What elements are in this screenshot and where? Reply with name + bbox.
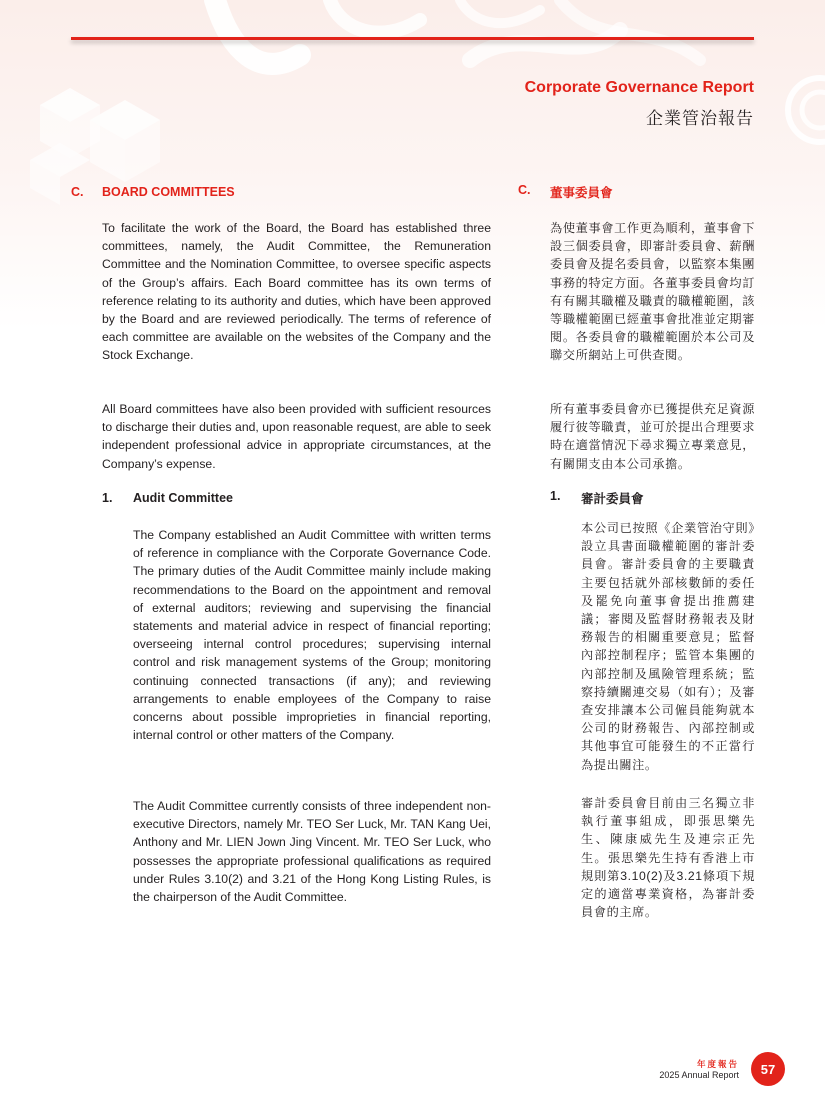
- section-title-zh: 董事委員會: [550, 186, 613, 200]
- intro-paragraph-zh: 為使董事會工作更為順利，董事會下設三個委員會，即審計委員會、薪酬委員會及提名委員會，以監察本集團事務的特定方面。各董事委員會均訂有有關其職權及職責的職權範圍，該等職權範圍已經董事會批准並定期審閱。各委員會的職權範圍於本公司及聯交所網站上可供查閱。: [550, 221, 755, 363]
- subsection-title-en: Audit Committee: [133, 491, 233, 505]
- subsection-number-zh: 1.: [550, 489, 561, 503]
- audit-duties-paragraph-zh: 本公司已按照《企業管治守則》設立具書面職權範圍的審計委員會。審計委員會的主要職責主要包括就外部核數師的委任及罷免向董事會提出推薦建議；審閱及監督財務報表及財務報告的相關重要意見；監督內部控制程序；監管本集團的內部控制及風險管理系統；監察持續關連交易（如有）；及審查安排讓本公司僱員能夠就本公司的財務報告、內部控制或其他事宜可能發生的不正當行為提出關注。: [581, 521, 755, 772]
- audit-composition-paragraph-en: The Audit Committee currently consists of three independent non-executive Directors, namely Mr. TEO Ser Luck, Mr. TAN Kang Uei, Anthony and Mr. LIEN Jown Jing Vincent. Mr. TEO Ser Luck, who possesses the appropriate professional qualifications as required under Rules 3.10(2) and 3.21 of the Hong Kong Listing Rules, is the chairperson of the Audit Committee.: [133, 799, 491, 905]
- resources-paragraph-en: All Board committees have also been provided with sufficient resources to discharge their duties and, upon reasonable request, are able to seek independent professional advice in appropriate circumstances, at the Company’s expense.: [102, 402, 491, 471]
- resources-paragraph-zh: 所有董事委員會亦已獲提供充足資源履行彼等職責，並可於提出合理要求時在適當情況下尋求獨立專業意見，有關開支由本公司承擔。: [550, 402, 755, 471]
- subsection-number-en: 1.: [102, 491, 113, 505]
- intro-paragraph-en: To facilitate the work of the Board, the Board has established three committees, namely, the Audit Committee, the Remuneration Committee and the Nomination Committee, to oversee specific aspects of the Group’s affairs. Each Board committee has its own terms of reference relating to its authority and duties, which have been approved by the Board and are reviewed periodically. The terms of reference of each committee are available on the websites of the Company and the Stock Exchange.: [102, 221, 491, 363]
- footer-label-english: 2025 Annual Report: [659, 1070, 739, 1080]
- page-number-badge: 57: [751, 1052, 785, 1086]
- section-letter-zh: C.: [518, 183, 531, 197]
- audit-composition-paragraph-zh: 審計委員會目前由三名獨立非執行董事組成，即張思樂先生、陳康威先生及連宗正先生。張思樂先生持有香港上市規則第3.10(2)及3.21條項下規定的適當專業資格，為審計委員會的主席。: [581, 796, 755, 920]
- report-title-english: Corporate Governance Report: [524, 79, 754, 96]
- section-title-en: BOARD COMMITTEES: [102, 185, 235, 199]
- section-letter-en: C.: [71, 185, 84, 199]
- audit-duties-paragraph-en: The Company established an Audit Committee with written terms of reference in compliance with the Corporate Governance Code. The primary duties of the Audit Committee mainly include making recommendations to the Board on the appointment and removal of external auditors; reviewing and supervising the financial statements and material advice in respect of financial reporting; overseeing internal control procedures; supervising internal control and risk management systems of the Group; monitoring continuing connected transactions (if any); and reviewing arrangements to enable employees of the Company to raise concerns about possible improprieties in financial reporting, internal control or other matters of the Company.: [133, 528, 491, 743]
- footer-label-chinese: 年度報告: [696, 1059, 739, 1069]
- report-title-chinese: 企業管治報告: [646, 109, 754, 128]
- subsection-title-zh: 審計委員會: [581, 492, 644, 506]
